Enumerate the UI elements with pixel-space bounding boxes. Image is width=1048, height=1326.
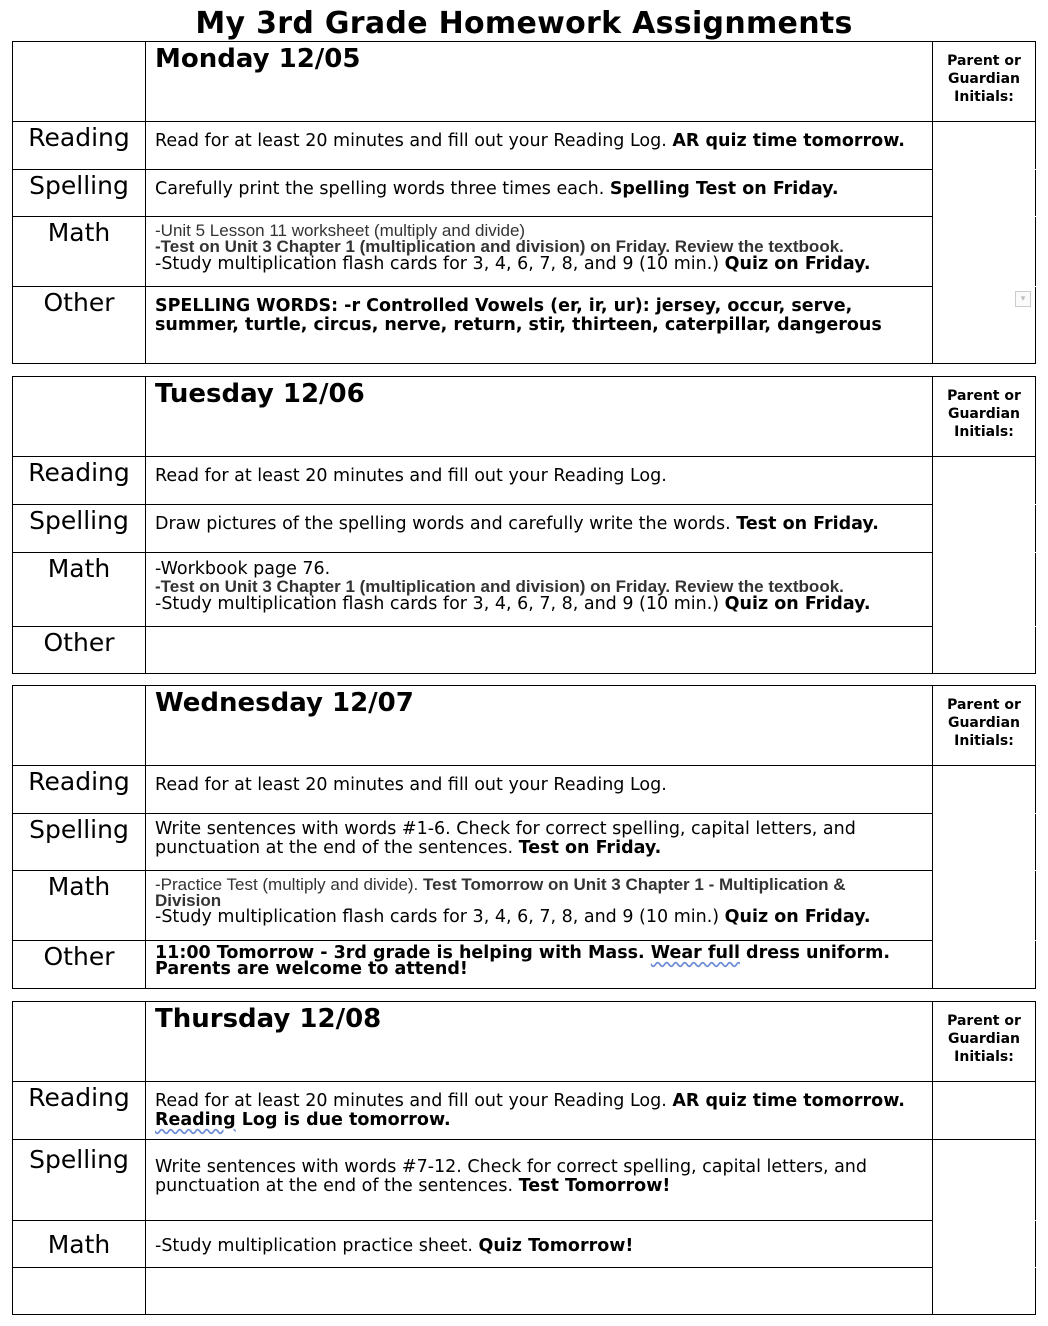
wednesday-table	[12, 685, 1036, 989]
initials-cell[interactable]	[933, 871, 1036, 941]
thursday-table	[12, 1001, 1036, 1315]
corner-cell	[13, 1002, 146, 1082]
subject-math: Math	[13, 217, 146, 287]
initials-cell[interactable]	[933, 1140, 1036, 1221]
empty-task-cell	[146, 1268, 933, 1315]
other-task	[146, 627, 933, 674]
initials-cell[interactable]	[933, 457, 1036, 505]
spelling-task: Carefully print the spelling words three times each. Spelling Test on Friday.	[146, 170, 933, 217]
math-task: -Workbook page 76. -Test on Unit 3 Chapter 1 (multiplication and division) on Friday. Review the textbook. -Study multiplication flash cards for 3, 4, 6, 7, 8, and 9 (10 min.) Quiz on Friday.	[146, 553, 933, 627]
reading-task: Read for at least 20 minutes and fill out your Reading Log.	[146, 766, 933, 814]
empty-subject-cell	[13, 1268, 146, 1315]
reading-task: Read for at least 20 minutes and fill out your Reading Log.	[146, 457, 933, 505]
other-task: SPELLING WORDS: -r Controlled Vowels (er, ir, ur): jersey, occur, serve, summer, turtle, circus, nerve, return, stir, thirteen, caterpillar, dangerous	[146, 287, 933, 364]
subject-math: Math	[13, 871, 146, 941]
math-task: -Practice Test (multiply and divide). Test Tomorrow on Unit 3 Chapter 1 - Multiplication & Division -Study multiplication flash cards for 3, 4, 6, 7, 8, and 9 (10 min.) Quiz on Friday.	[146, 871, 933, 941]
initials-cell[interactable]	[933, 505, 1036, 553]
subject-math: Math	[13, 553, 146, 627]
initials-cell[interactable]	[933, 553, 1036, 627]
initials-cell[interactable]	[933, 170, 1036, 217]
initials-cell[interactable]	[933, 1221, 1036, 1268]
math-task: -Unit 5 Lesson 11 worksheet (multiply and divide) -Test on Unit 3 Chapter 1 (multiplication and division) on Friday. Review the textbook. -Study multiplication flash cards for 3, 4, 6, 7, 8, and 9 (10 min.) Quiz on Friday.	[146, 217, 933, 287]
initials-cell[interactable]	[933, 122, 1036, 170]
initials-label: Parent or Guardian Initials:	[933, 377, 1036, 457]
initials-cell[interactable]	[933, 941, 1036, 989]
corner-cell	[13, 42, 146, 122]
initials-cell[interactable]	[933, 1082, 1036, 1140]
dropdown-arrow-icon[interactable]: ▾	[1015, 291, 1031, 307]
initials-label: Parent or Guardian Initials:	[933, 1002, 1036, 1082]
monday-table	[12, 41, 1036, 364]
initials-cell[interactable]	[933, 1268, 1036, 1315]
corner-cell	[13, 377, 146, 457]
subject-other: Other	[13, 287, 146, 364]
spelling-task: Draw pictures of the spelling words and carefully write the words. Test on Friday.	[146, 505, 933, 553]
initials-label: Parent or Guardian Initials:	[933, 686, 1036, 766]
reading-task: Read for at least 20 minutes and fill out your Reading Log. AR quiz time tomorrow. Reading Log is due tomorrow.	[146, 1082, 933, 1140]
spelling-task: Write sentences with words #7-12. Check for correct spelling, capital letters, and punctuation at the end of the sentences. Test Tomorrow!	[146, 1140, 933, 1221]
subject-reading: Reading	[13, 457, 146, 505]
initials-cell[interactable]	[933, 627, 1036, 674]
subject-math: Math	[13, 1221, 146, 1268]
subject-reading: Reading	[13, 1082, 146, 1140]
initials-cell[interactable]	[933, 217, 1036, 287]
day-heading: Thursday 12/08	[146, 1002, 933, 1082]
initials-cell[interactable]	[933, 814, 1036, 871]
reading-task: Read for at least 20 minutes and fill out your Reading Log. AR quiz time tomorrow.	[146, 122, 933, 170]
subject-spelling: Spelling	[13, 170, 146, 217]
subject-spelling: Spelling	[13, 814, 146, 871]
subject-reading: Reading	[13, 766, 146, 814]
day-heading: Wednesday 12/07	[146, 686, 933, 766]
corner-cell	[13, 686, 146, 766]
initials-cell[interactable]	[933, 766, 1036, 814]
day-heading: Tuesday 12/06	[146, 377, 933, 457]
math-task: -Study multiplication practice sheet. Quiz Tomorrow!	[146, 1221, 933, 1268]
other-task: 11:00 Tomorrow - 3rd grade is helping with Mass. Wear full dress uniform. Parents are welcome to attend!	[146, 941, 933, 989]
initials-label: Parent or Guardian Initials:	[933, 42, 1036, 122]
spelling-task: Write sentences with words #1-6. Check for correct spelling, capital letters, and punctuation at the end of the sentences. Test on Friday.	[146, 814, 933, 871]
subject-other: Other	[13, 941, 146, 989]
subject-spelling: Spelling	[13, 1140, 146, 1221]
page-title: My 3rd Grade Homework Assignments	[195, 6, 853, 41]
subject-reading: Reading	[13, 122, 146, 170]
tuesday-table	[12, 376, 1036, 674]
subject-other: Other	[13, 627, 146, 674]
day-heading: Monday 12/05	[146, 42, 933, 122]
subject-spelling: Spelling	[13, 505, 146, 553]
